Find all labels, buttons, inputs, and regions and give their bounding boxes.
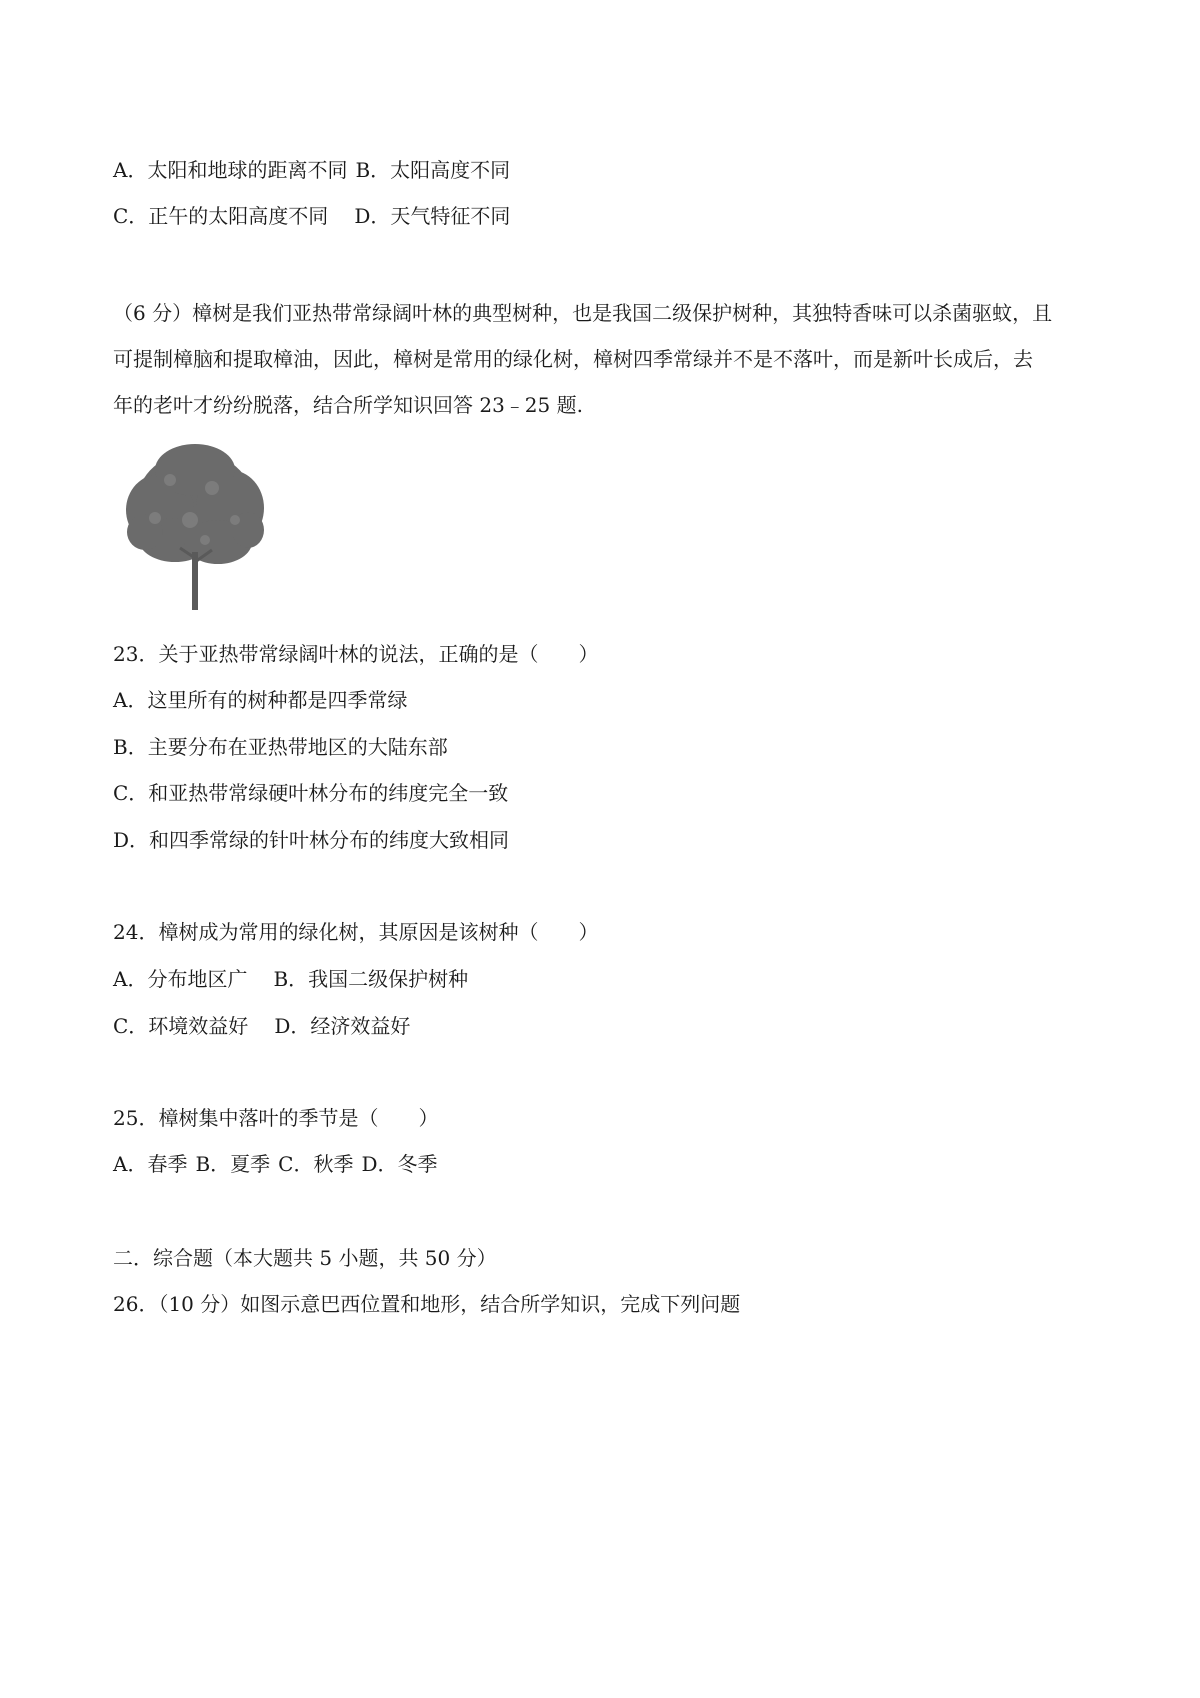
q22-option-d: D．天气特征不同 (354, 204, 511, 228)
q23-option-d: D．和四季常绿的针叶林分布的纬度大致相同 (113, 828, 510, 852)
q23-option-a: A．这里所有的树种都是四季常绿 (113, 688, 408, 712)
q24-option-d: D．经济效益好 (274, 1014, 411, 1038)
intro-line-2: 可提制樟脑和提取樟油，因此，樟树是常用的绿化树，樟树四季常绿并不是不落叶，而是新叶长成后，去 (113, 347, 1033, 371)
q23-option-b: B．主要分布在亚热带地区的大陆东部 (113, 735, 448, 759)
tree-icon (120, 440, 270, 610)
q25-stem: 25．樟树集中落叶的季节是（ ） (113, 1106, 439, 1130)
q22-options-row-1 (113, 156, 510, 184)
q25-option-c: C．秋季 (278, 1152, 354, 1176)
q24-options-row-1 (113, 965, 468, 993)
q26-stem: 26．（10 分）如图示意巴西位置和地形，结合所学知识，完成下列问题 (113, 1292, 741, 1316)
q25-options-row (113, 1150, 438, 1178)
q24-stem: 24．樟树成为常用的绿化树，其原因是该树种（ ） (113, 920, 599, 944)
q24-option-a: A．分布地区广 (113, 967, 248, 991)
intro-line-3: 年的老叶才纷纷脱落，结合所学知识回答 23﹣25 题. (113, 393, 583, 417)
section-2-heading: 二．综合题（本大题共 5 小题，共 50 分） (113, 1246, 497, 1270)
q25-option-a: A．春季 (113, 1152, 188, 1176)
q25-option-b: B．夏季 (195, 1152, 271, 1176)
q22-options-row-2 (113, 202, 510, 230)
q24-options-row-2 (113, 1012, 410, 1040)
intro-line-1: （6 分）樟树是我们亚热带常绿阔叶林的典型树种，也是我国二级保护树种，其独特香味可以杀菌驱蚊，且 (113, 301, 1053, 325)
q23-option-c: C．和亚热带常绿硬叶林分布的纬度完全一致 (113, 781, 509, 805)
q24-option-c: C．环境效益好 (113, 1014, 249, 1038)
q22-option-b: B．太阳高度不同 (355, 158, 511, 182)
q23-stem: 23．关于亚热带常绿阔叶林的说法，正确的是（ ） (113, 642, 599, 666)
q22-option-c: C．正午的太阳高度不同 (113, 204, 329, 228)
q25-option-d: D．冬季 (361, 1152, 438, 1176)
q22-option-a: A．太阳和地球的距离不同 (113, 158, 348, 182)
q24-option-b: B．我国二级保护树种 (273, 967, 469, 991)
intro-paragraph (113, 290, 1103, 428)
